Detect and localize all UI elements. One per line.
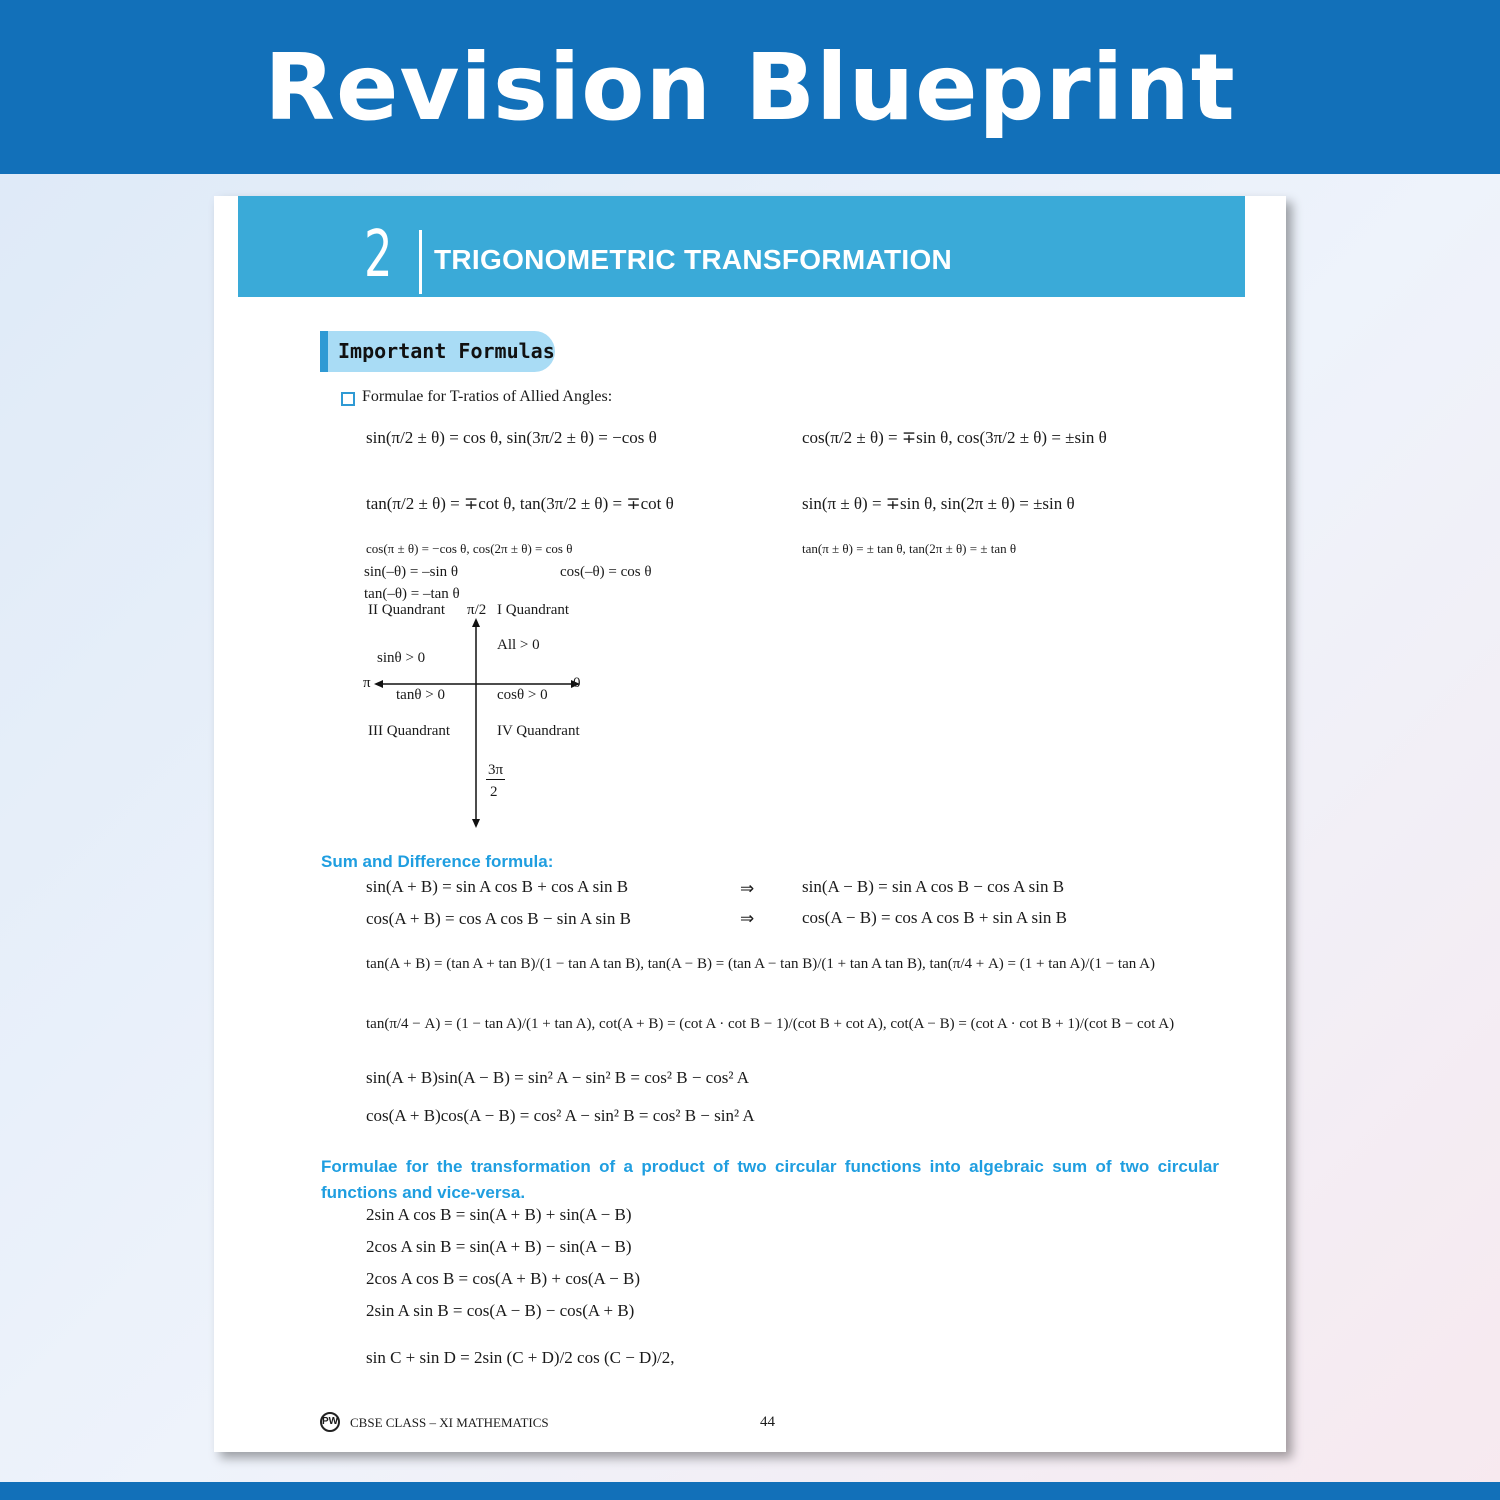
allied-row1-right: cos(π/2 ± θ) = ∓sin θ, cos(3π/2 ± θ) = ±sin θ: [802, 428, 1107, 447]
quadrant-2-sign: sinθ > 0: [377, 650, 426, 666]
quadrant-1-label: I Quandrant: [497, 602, 570, 618]
checkbox-bullet-icon: [341, 392, 355, 406]
allied-row3-left: cos(π ± θ) = −cos θ, cos(2π ± θ) = cos θ: [366, 541, 573, 556]
allied-row2-right: sin(π ± θ) = ∓sin θ, sin(2π ± θ) = ±sin θ: [802, 494, 1075, 513]
sum-diff-l2: cos(A + B) = cos A cos B − sin A sin B: [366, 909, 631, 928]
product-l3: 2cos A cos B = cos(A + B) + cos(A − B): [366, 1269, 640, 1288]
chapter-number: 2: [364, 218, 393, 292]
neg-cos: cos(–θ) = cos θ: [560, 564, 652, 580]
quadrant-2-label: II Quandrant: [368, 602, 446, 618]
quadrant-left-angle: π: [363, 675, 371, 691]
sum-diff-r2: cos(A − B) = cos A cos B + sin A sin B: [802, 908, 1067, 927]
sum-diff-l4: tan(π/4 − A) = (1 − tan A)/(1 + tan A), cot(A + B) = (cot A · cot B − 1)/(cot B + cot A), cot(A − B) = (cot A · cot B + 1)/(cot B − cot A): [366, 1016, 1175, 1032]
book-page: [214, 196, 1286, 1452]
allied-row2-left: tan(π/2 ± θ) = ∓cot θ, tan(3π/2 ± θ) = ∓cot θ: [366, 494, 674, 513]
neg-tan: tan(–θ) = –tan θ: [364, 586, 460, 602]
product-l1: 2sin A cos B = sin(A + B) + sin(A − B): [366, 1205, 632, 1224]
quadrant-right-angle: 0: [573, 675, 581, 691]
chapter-divider: [419, 230, 422, 294]
quadrant-4-sign: cosθ > 0: [497, 687, 548, 703]
allied-heading: Formulae for T-ratios of Allied Angles:: [362, 388, 613, 405]
chapter-header: [238, 196, 1245, 297]
section-label: [320, 331, 555, 372]
implies-arrow-1: ⇒: [740, 879, 755, 898]
bottom-bar: [0, 1482, 1500, 1500]
product-heading: Formulae for the transformation of a product of two circular functions into algebraic sum of two circular functions and vice-versa.: [321, 1157, 1219, 1202]
page-number: 44: [760, 1414, 775, 1430]
quadrant-4-label: IV Quandrant: [497, 723, 580, 739]
footer-book-title: CBSE CLASS – XI MATHEMATICS: [350, 1415, 549, 1430]
publisher-logo: PW: [320, 1412, 340, 1432]
chapter-title: TRIGONOMETRIC TRANSFORMATION: [434, 244, 953, 275]
up-arrow-icon: [472, 618, 480, 627]
sum-diff-l3: tan(A + B) = (tan A + tan B)/(1 − tan A tan B), tan(A − B) = (tan A − tan B)/(1 + tan A tan B), tan(π/4 + A) = (1 + tan A)/(1 − tan A): [366, 956, 1155, 972]
quadrant-1-sign: All > 0: [497, 637, 540, 653]
down-arrow-icon: [472, 819, 480, 828]
sum-diff-l5: sin(A + B)sin(A − B) = sin² A − sin² B = cos² B − cos² A: [366, 1068, 750, 1087]
section-label-text: Important Formulas: [338, 339, 555, 363]
implies-arrow-2: ⇒: [740, 909, 755, 928]
allied-row1-left: sin(π/2 ± θ) = cos θ, sin(3π/2 ± θ) = −cos θ: [366, 428, 657, 447]
sum-diff-l6: cos(A + B)cos(A − B) = cos² A − sin² B = cos² B − sin² A: [366, 1106, 755, 1125]
quadrant-bottom-angle-num: 3π: [488, 762, 504, 778]
sum-diff-l1: sin(A + B) = sin A cos B + cos A sin B: [366, 877, 629, 896]
banner-title: Revision Blueprint: [264, 33, 1236, 141]
sum-diff-r1: sin(A − B) = sin A cos B − cos A sin B: [802, 877, 1065, 896]
allied-row3-right: tan(π ± θ) = ± tan θ, tan(2π ± θ) = ± tan θ: [802, 541, 1017, 556]
left-arrow-icon: [374, 680, 383, 688]
product-l4: 2sin A sin B = cos(A − B) − cos(A + B): [366, 1301, 635, 1320]
quadrant-3-label: III Quandrant: [368, 723, 451, 739]
product-l2: 2cos A sin B = sin(A + B) − sin(A − B): [366, 1237, 632, 1256]
quadrant-3-sign: tanθ > 0: [396, 687, 445, 703]
quadrant-top-angle: π/2: [467, 602, 487, 618]
banner: [0, 0, 1500, 174]
quadrant-bottom-angle-den: 2: [490, 784, 498, 800]
product-l5: sin C + sin D = 2sin (C + D)/2 cos (C − D)/2,: [366, 1348, 675, 1367]
sum-diff-heading: Sum and Difference formula:: [321, 852, 554, 871]
neg-sin: sin(–θ) = –sin θ: [364, 564, 459, 580]
